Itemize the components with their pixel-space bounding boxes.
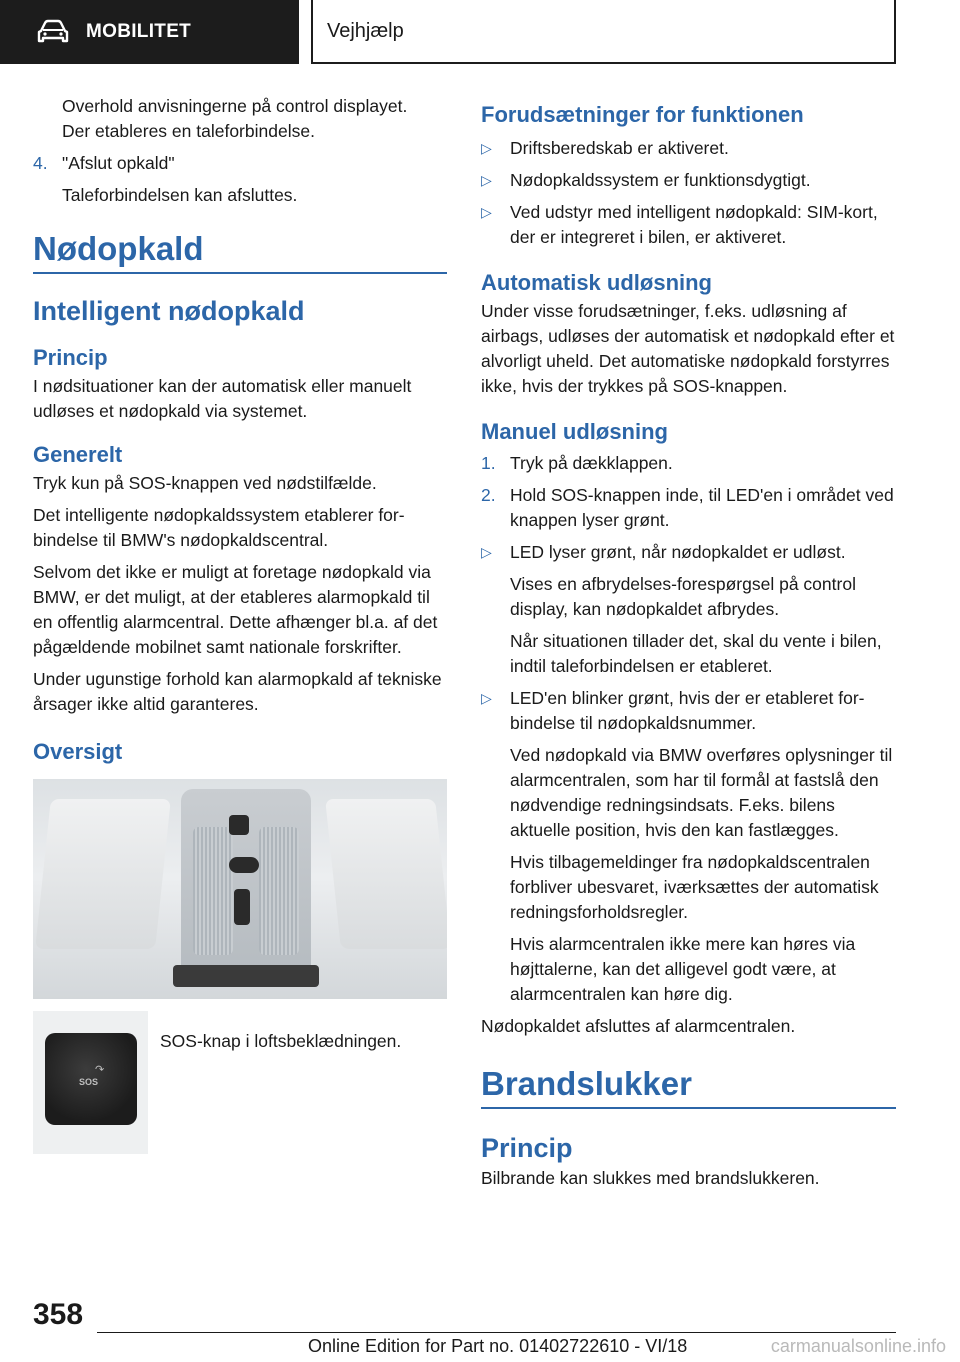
generelt-paragraph: Det intelligente nødopkaldssystem etablerer forbindelse til BMW's nødopkaldscentral. (33, 505, 405, 550)
result-text: Hvis alarmcentralen ikke mere kan høres via højttalerne, kan det alligevel godt være, at alarmcentralen kan høre dig. (510, 934, 856, 1004)
page-number: 358 (33, 1298, 84, 1331)
sos-label: SOS (79, 1077, 99, 1087)
intro-line-1: Overhold anvisningerne på control displayet. (62, 96, 408, 116)
right-column (481, 102, 896, 1198)
result-text: Ved nødopkald via BMW overføres oplysninger til alarmcentralen, som har til formål at fastslå den nødvendige redningsindsats. F.eks. bilens aktuelle position, hvis den kan fastlægges. (510, 745, 893, 840)
condition-item: ▷ Driftsberedskab er aktiveret. (481, 136, 896, 161)
subsection-title: Vejhjælp (327, 19, 404, 42)
section-title: MOBILITET (86, 21, 192, 42)
sos-button-image (33, 1011, 148, 1154)
sos-figure (33, 1011, 447, 1154)
generelt-paragraph: Tryk kun på SOS-knappen ved nødstilfælde. (33, 473, 377, 493)
generelt-paragraph: Selvom det ikke er muligt at foretage nødopkald via BMW, er det muligt, at der etableres alarmopkald til en offentlig alarmcentral. Dette afhænger bl.a. af det pågældende mobilnet samt nationale forskrifter. (33, 562, 438, 657)
section-title-intelligent: Intelligent nødopkald (33, 296, 305, 326)
closing-text: Nødopkaldet afsluttes af alarmcentralen. (481, 1016, 796, 1036)
generelt-paragraph: Under ugunstige forhold kan alarmopkald af tekniske årsager ikke altid garanteres. (33, 669, 442, 714)
triangle-bullet-icon: ▷ (481, 204, 492, 220)
result-bullet: ▷ LED'en blinker grønt, hvis der er etableret forbindelse til nødopkaldsnummer. (481, 688, 865, 733)
left-column (33, 94, 447, 1154)
manuel-heading: Manuel udløsning (481, 419, 668, 444)
footer-divider (97, 1332, 896, 1333)
result-text: Når situationen tillader det, skal du vente i bilen, indtil taleforbindelsen er etableret. (510, 631, 882, 676)
condition-item: ▷ Ved udstyr med intelligent nødopkald: SIM-kort, der er integreret i bilen, er aktiveret. (481, 202, 878, 247)
step-label: "Afslut opkald" (62, 153, 175, 173)
step-number: 4. (33, 153, 48, 173)
header-section-tab (0, 0, 299, 64)
generelt-heading: Generelt (33, 442, 123, 467)
forudsaetninger-heading: Forudsætninger for funktionen (481, 102, 804, 127)
intro-line-2: Der etableres en taleforbindelse. (62, 121, 315, 141)
auto-heading: Automatisk udløsning (481, 270, 712, 295)
princip2-text: Bilbrande kan slukkes med brandslukkeren. (481, 1168, 820, 1188)
oversigt-heading: Oversigt (33, 739, 123, 764)
triangle-bullet-icon: ▷ (481, 172, 492, 188)
result-bullet: ▷ LED lyser grønt, når nødopkaldet er udløst. (481, 540, 896, 565)
car-icon (36, 19, 70, 45)
triangle-bullet-icon: ▷ (481, 544, 492, 560)
result-text: Hvis tilbagemeldinger fra nødopkaldscentralen forbliver ubesvaret, iværksættes der automatisk redningsforholdsregler. (510, 852, 879, 922)
step-4 (33, 151, 447, 176)
subsection-header (311, 0, 896, 64)
chapter-title-brandslukker: Brandslukker (481, 1065, 896, 1109)
step-1: 1. Tryk på dækklappen. (481, 453, 673, 473)
result-text: Vises en afbrydelses-forespørgsel på control display, kan nødopkaldet afbrydes. (510, 574, 856, 619)
triangle-bullet-icon: ▷ (481, 140, 492, 156)
triangle-bullet-icon: ▷ (481, 690, 492, 706)
princip2-heading: Princip (481, 1133, 573, 1163)
step-result: Taleforbindelsen kan afsluttes. (62, 185, 298, 205)
condition-item: ▷ Nødopkaldssystem er funktionsdygtigt. (481, 168, 896, 193)
step-2: 2. Hold SOS-knappen inde, til LED'en i området ved knappen lyser grønt. (481, 485, 894, 530)
chapter-title: Nødopkald (33, 230, 447, 274)
watermark-text: carmanualsonline.info (770, 1336, 946, 1356)
sos-button-icon: ↷ SOS (45, 1033, 137, 1125)
princip-heading: Princip (33, 345, 108, 370)
edition-text: Online Edition for Part no. 01402722610 - VI/18 (308, 1336, 688, 1356)
auto-text: Under visse forudsætninger, f.eks. udløsning af airbags, udløses der automatisk et nødopkald efter et alvorligt uheld. Det automatiske nødopkald forstyrres ikke, hvis der trykkes på SOS-knappen. (481, 301, 895, 396)
sos-caption: SOS-knap i loftsbeklædningen. (160, 1031, 402, 1051)
princip-text: I nødsituationer kan der automatisk eller manuelt udløses et nødopkald via systemet. (33, 376, 412, 421)
intro-text (33, 94, 447, 144)
overhead-console-image (33, 779, 447, 999)
